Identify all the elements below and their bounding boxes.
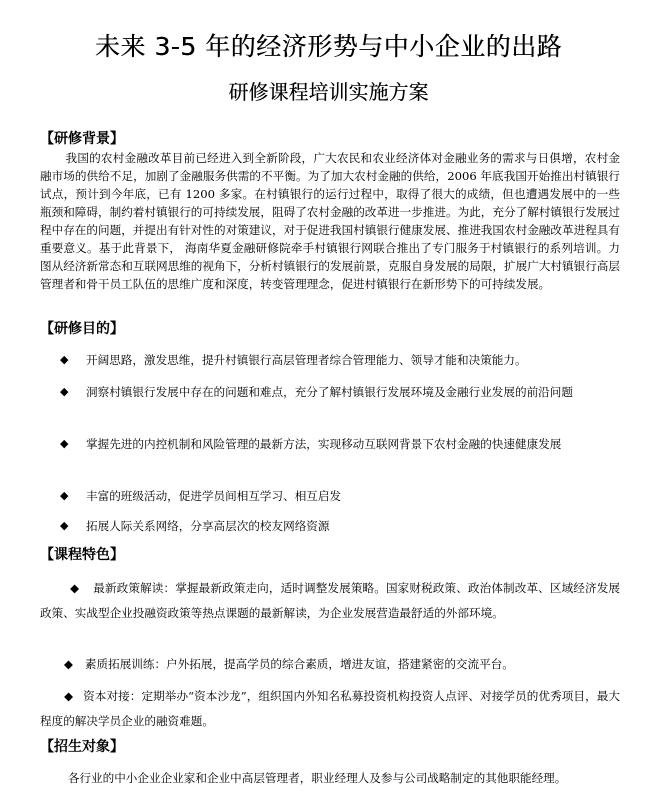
section-heading-features: 【课程特色】 xyxy=(40,547,124,563)
diamond-bullet-icon: ◆ xyxy=(60,519,69,532)
purpose-item-text: 丰富的班级活动，促进学员间相互学习、相互启发 xyxy=(86,489,342,503)
purpose-item-text: 拓展人际关系网络，分享高层次的校友网络资源 xyxy=(86,519,330,533)
purpose-item-text: 开阔思路，激发思维，提升村镇银行高层管理者综合管理能力、领导才能和决策能力。 xyxy=(86,353,527,367)
purpose-list-item xyxy=(60,484,625,508)
diamond-bullet-icon: ◆ xyxy=(60,489,69,502)
purpose-item-text: 掌握先进的内控机制和风险管理的最新方法，实现移动互联网背景下农村金融的快速健康发展 xyxy=(86,437,562,451)
purpose-item-text: 洞察村镇银行发展中存在的问题和难点，充分了解村镇银行发展环境及金融行业发展的前沿问题 xyxy=(86,385,573,399)
feature-text: 最新政策解读：掌握最新政策走向，适时调整发展策略。国家财税政策、政治体制改革、区域经济发展政策、实战型企业投融资政策等热点课题的最新解读，为企业发展营造最舒适的外部环境。 xyxy=(40,581,620,620)
diamond-bullet-icon: ◆ xyxy=(64,657,73,671)
feature-paragraph xyxy=(40,652,620,677)
section-heading-audience: 【招生对象】 xyxy=(40,739,124,755)
feature-paragraph xyxy=(40,684,620,733)
audience-paragraph: 各行业的中小企业企业家和企业中高层管理者，职业经理人及参与公司战略制定的其他职能经理。 xyxy=(67,771,567,785)
document-title: 未来 3-5 年的经济形势与中小企业的出路 xyxy=(94,32,563,61)
feature-text: 资本对接：定期举办“资本沙龙”，组织国内外知名私募投资机构投资人点评、对接学员的优秀项目，最大程度的解决学员企业的融资难题。 xyxy=(40,689,620,728)
diamond-bullet-icon: ◆ xyxy=(60,437,69,450)
background-paragraph: 我国的农村金融改革目前已经进入到全新阶段，广大农民和农业经济体对金融业务的需求与日俱增，农村金融市场的供给不足，加剧了金融服务供需的不平衡。为了加大农村金融的供给，2006 年底我国开始推出村镇银行试点，预计到今年底，已有 1200 多家。在村镇银行的运行过程中，取得了很大的成绩，但也遭遇发展中的一些瓶颈和障碍，制约着村镇银行的可持续发展，阻碍了农村金融的改革进一步推进。为此，充分了解村镇银行发展过程中存在的问题，并提出有针对性的对策建议，对于促进我国村镇银行健康发展、推进我国农村金融改革进程具有重要意义。基于此背景下， 海南华夏金融研修院牵手村镇银行网联合推出了专门服务于村镇银行的系列培训。力图从经济新常态和互联网思维的视角下，分析村镇银行的发展前景，克服自身发展的局限，扩展广大村镇银行高层管理者和骨干员工队伍的思维广度和深度，转变管理理念，促进村镇银行在新形势下的可持续发展。 xyxy=(40,151,620,291)
purpose-list-item xyxy=(60,432,625,456)
purpose-list-item xyxy=(60,380,625,404)
section-heading-purpose: 【研修目的】 xyxy=(40,321,124,337)
feature-text: 素质拓展训练：户外拓展，提高学员的综合素质，增进友谊，搭建紧密的交流平台。 xyxy=(84,657,514,671)
diamond-bullet-icon: ◆ xyxy=(64,689,74,703)
section-heading-background: 【研修背景】 xyxy=(40,131,124,147)
feature-paragraph xyxy=(40,576,620,625)
document-subtitle: 研修课程培训实施方案 xyxy=(228,80,429,104)
purpose-list-item xyxy=(60,514,625,538)
diamond-bullet-icon: ◆ xyxy=(60,353,69,366)
purpose-list-item xyxy=(60,348,625,372)
diamond-bullet-icon: ◆ xyxy=(70,581,80,595)
diamond-bullet-icon: ◆ xyxy=(60,385,69,398)
